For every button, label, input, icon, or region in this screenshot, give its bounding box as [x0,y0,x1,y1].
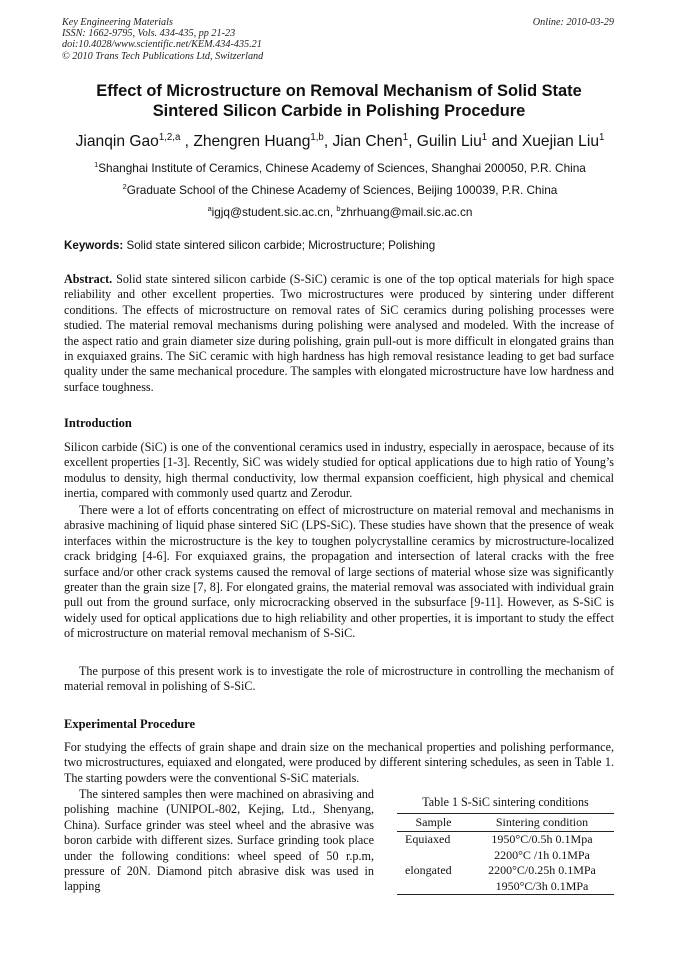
online-date: Online: 2010-03-29 [532,17,614,28]
affil-sup: 2 [122,182,127,192]
table-cell: 2200°C /1h 0.1MPa [494,847,590,862]
affiliation-2 [40,183,640,197]
table-header-row [397,814,614,832]
author-affil-sup: 1,b [310,131,324,143]
abstract [64,272,614,395]
author-name: Xuejian Liu [521,133,599,150]
email-sup: a [207,204,212,214]
email-link[interactable]: zhrhuang@mail.sic.ac.cn [340,205,473,219]
author-affil-sup: 1 [599,131,605,143]
table-row [397,832,614,848]
author-affil-sup: 1,2,a [158,131,181,143]
author-sep: , [323,133,333,150]
table-header: Sample [397,814,470,832]
table-header: Sintering condition [470,814,614,832]
section-heading-experimental: Experimental Procedure [64,717,196,731]
keywords [64,239,435,252]
affil-sup: 1 [94,160,99,170]
copyright-line: © 2010 Trans Tech Publications Ltd, Switzerland [62,50,264,62]
intro-paragraph-3: The purpose of this present work is to investigate the role of microstructure in controlling the mechanism of material removal in polishing of S-SiC. [64,664,614,694]
table-row [397,879,614,895]
author-name: Guilin Liu [416,133,482,150]
title-line-2: Sintered Silicon Carbide in Polishing Procedure [152,102,526,120]
abstract-label: Abstract. [64,272,113,286]
sintering-table [397,795,614,895]
intro-paragraph-2: There were a lot of efforts concentrating on effect of microstructure on material removal and mechanisms in abrasive machining of liquid phase sintered SiC (LPS-SiC). These studies have shown that the presence of weak interfaces within the microstructure is the key to toughen polycrystalline ceramics by microstructure-localized crack bridging [4-6]. For exquiaxed grains, the propagation and intersection of lateral cracks with the free surface and/or other crack systems caused the removal of large sections of material whose size was significantly greater than the grain size [7, 8]. For elongated grains, the material removal was associated with individual grain pull out from the ground surface, only microcracking observed in the subsurface [9-11]. However, as S-SiC is widely used for optical applications due to high reliability and other properties, it is important to study the effect of microstructure on material removal mechanism of S-SiC. [64,503,614,641]
paper-title [60,81,618,121]
table-cell [397,879,470,895]
email-link[interactable]: igjq@student.sic.ac.cn, [211,205,337,219]
affil-text: Graduate School of the Chinese Academy of Sciences, Beijing 100039, P.R. China [126,183,558,197]
journal-name: Key Engineering Materials [62,17,173,28]
keywords-label: Keywords: [64,239,124,252]
table-cell: elongated [405,863,452,877]
section-heading-introduction: Introduction [64,416,132,430]
author-list [40,133,640,151]
author-affil-sup: 1 [481,131,488,143]
intro-paragraph-1: Silicon carbide (SiC) is one of the conventional ceramics used in industry, especially in aerospace, because of its excellent properties [1-3]. Recently, SiC was widely studied for optical applications due to high ratio of Young’s modulus to density, high thermal conductivity, low thermal expansion coefficient, high physical and chemical inertia, compared with commonly used quartz and Zerodur. [64,440,614,501]
author-affil-sup: 1 [402,131,409,143]
table-cell: Equiaxed [405,832,451,846]
table-cell: 1950°C/0.5h 0.1Mpa [491,832,593,846]
author-sep: , [408,133,417,150]
experimental-paragraph-1: For studying the effects of grain shape and drain size on the mechanical properties and polishing performance, two microstructures, equiaxed and elongated, were produced by different sintering schedules, as seen in Table 1. The starting powders were the conventional S-SiC materials. [64,740,614,785]
issn-line: ISSN: 1662-9795, Vols. 434-435, pp 21-23 [62,28,236,40]
table-cell: 1950°C/3h 0.1MPa [470,879,614,895]
author-sep: , [180,133,194,150]
author-sep: and [487,133,522,150]
author-name: Zhengren Huang [193,133,311,150]
journal-meta [62,17,263,62]
table-row [397,863,614,879]
table-row [397,848,614,864]
keywords-text: Solid state sintered silicon carbide; Microstructure; Polishing [123,239,436,252]
table-cell: 2200°C/0.25h 0.1MPa [488,863,596,877]
author-name: Jianqin Gao [75,133,159,150]
experimental-paragraph-2: The sintered samples then were machined on abrasiving and polishing machine (UNIPOL-802, Kejing, Ltd., Shenyang, China). Surface grinder was steel wheel and the abrasive was boron carbide with different sizes. Surface grinding took place under the following conditions: wheel speed of 50 r.p.m, pressure of 20N. Diamond pitch abrasive disk was used in lapping [64,787,374,894]
affil-text: Shanghai Institute of Ceramics, Chinese Academy of Sciences, Shanghai 200050, P.R. China [98,161,586,175]
author-emails [40,205,640,219]
abstract-text: Solid state sintered silicon carbide (S-SiC) ceramic is one of the top optical materials for high space reliability and other excellent properties. Two microstructures were produced by sintering under different conditions. The effects of microstructure on removal rates of SiC ceramics during polishing processes were studied. The material removal mechanisms during polishing were analysed and modeled. With the increase of the aspect ratio and grain diameter size during polishing, grain pull-out is more difficult in elongated grains than in exquiaxed grains. The SiC ceramic with high hardness has high removal resistance leading to get bad surface quality under the same mechanical procedure. The samples with elongated microstructure have low hardness and surface toughness. [64,272,614,394]
author-name: Jian Chen [332,133,403,150]
email-sup: b [336,204,341,214]
title-line-1: Effect of Microstructure on Removal Mechanism of Solid State [96,82,582,100]
table-cell [397,848,470,864]
doi-line: doi:10.4028/www.scientific.net/KEM.434-435.21 [62,39,262,51]
table-caption: Table 1 S-SiC sintering conditions [422,795,589,809]
affiliation-1 [40,161,640,175]
